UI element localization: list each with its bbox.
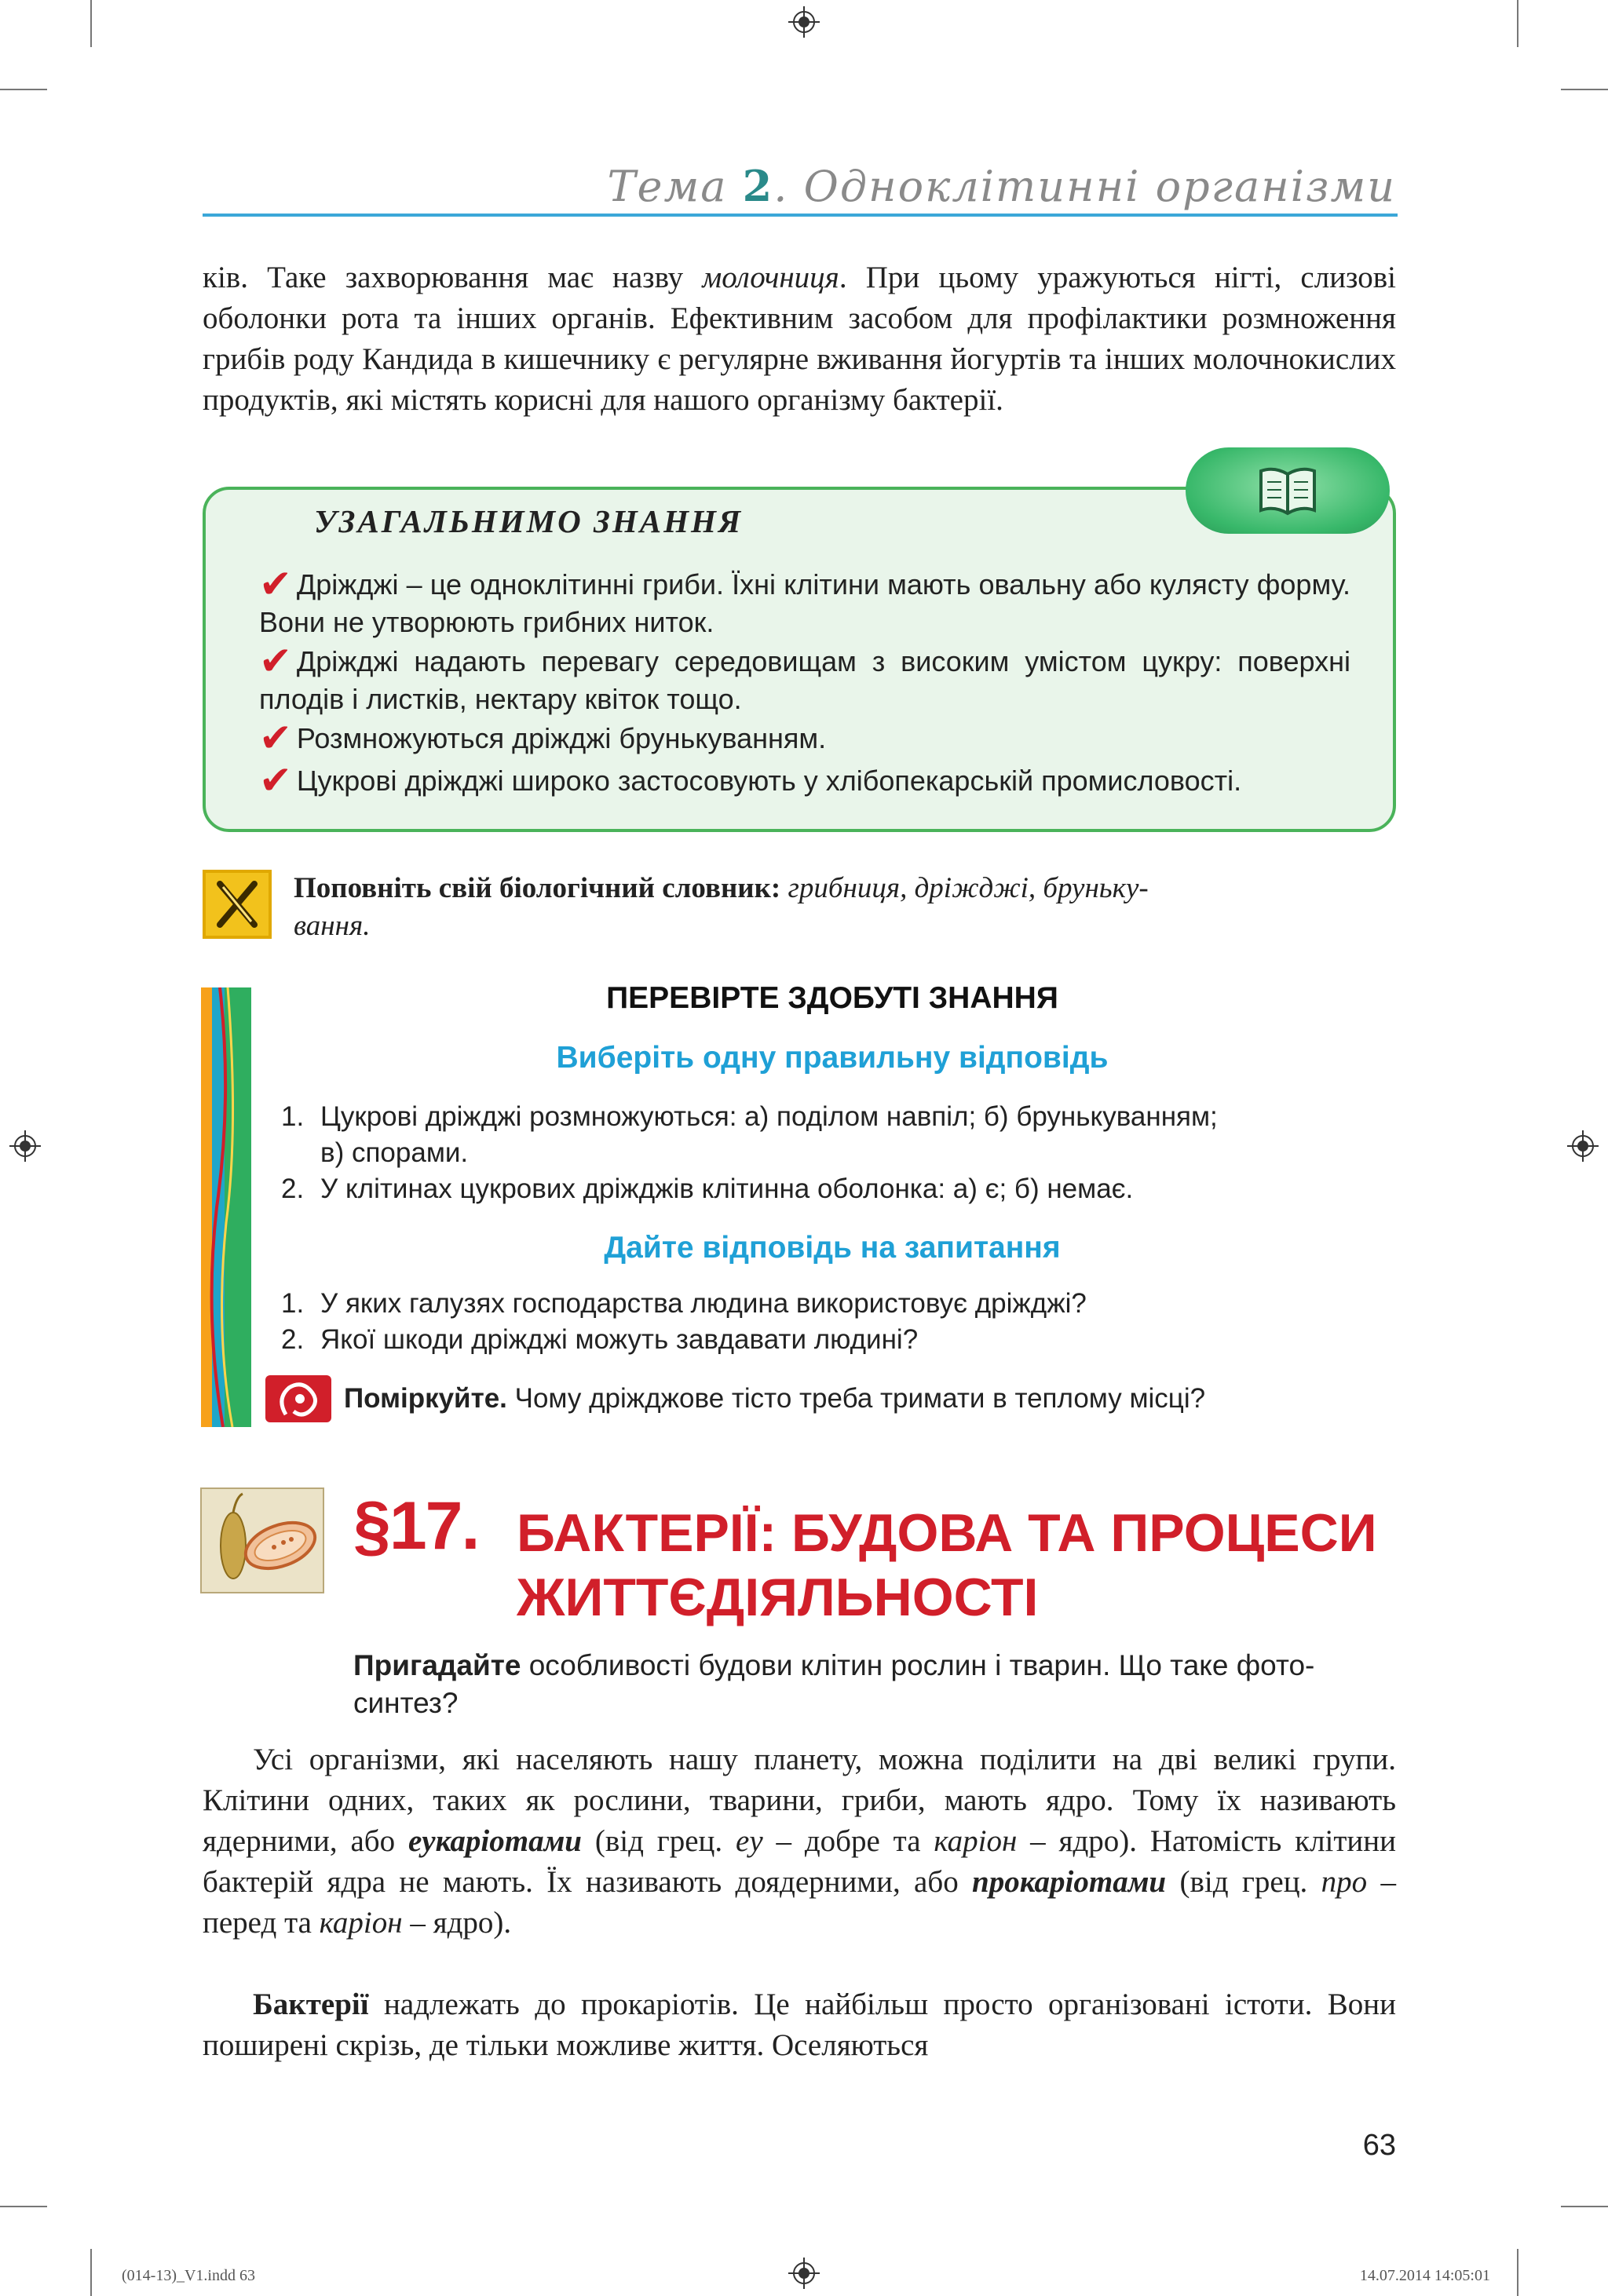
summary-item: ✔ Дріжджі надають перевагу середовищам з високим умістом цукру: поверхні плодів і листків, нектару квіток тощо. [259,639,1350,715]
dictionary-icon [203,870,272,939]
main-paragraph-1: Усі організми, які населяють нашу планету, можна поділити на дві великі групи. Клітини одних, таких як рослини, тварини, гриби, мають ядро. Тому їх називають ядерними, або еукаріотами (від грец. еу – добре та каріон – ядро). Натомість клітини бактерій ядра не мають. Їх називають доядерними, або прокаріотами (від грец. про – перед та каріон – ядро). [203,1743,1397,1940]
checkmark-icon: ✔ [259,562,292,606]
summary-title: УЗАГАЛЬНИМО ЗНАННЯ [314,503,744,539]
book-badge [1186,447,1390,534]
topic-number: 2 [742,161,774,211]
topic-label: Тема [607,162,728,211]
bacteria-illustration [200,1487,324,1593]
recall-lead: Пригадайте [353,1649,521,1681]
open-book-icon [1186,447,1390,534]
section-ribbon [201,987,251,1427]
choose-item: 1. Цукрові дріжджі розмножуються: а) поділом навпіл; б) брунькуванням; [281,1101,1218,1132]
slug-timestamp: 14.07.2014 14:05:01 [1359,2267,1490,2284]
dictionary-terms-cont: вання. [294,910,371,942]
registration-mark [788,2258,820,2289]
think-text: Чому дріжджове тісто треба тримати в теплому місці? [514,1383,1206,1414]
registration-mark [1567,1130,1599,1162]
recall-line-cont: синтез? [353,1687,459,1719]
dictionary-terms: грибниця, дріжджі, бруньку- [788,872,1149,904]
crop-mark [0,2206,47,2207]
answer-title: Дайте відповідь на запитання [604,1231,1061,1265]
think-line [344,1383,1205,1414]
summary-item: ✔ Розмножуються дріжджі брунькуванням. [259,716,827,760]
answer-item: 1. У яких галузях господарства людина використовує дріжджі? [281,1288,1087,1319]
paragraph-number: §17. [353,1488,479,1564]
crossed-pens-icon [206,873,269,936]
checkmark-icon: ✔ [259,758,292,802]
registration-mark [788,6,820,38]
answer-item: 2. Якої шкоди дріжджі можуть завдавати людині? [281,1324,919,1355]
checkmark-icon: ✔ [259,639,292,683]
crop-mark [90,2249,92,2296]
registration-mark [9,1130,41,1162]
summary-item: ✔ Дріжджі – це одноклітинні гриби. Їхні клітини мають овальну або кулясту форму. Вони не утворюють грибних ниток. [259,562,1350,638]
thinking-head-icon [265,1375,331,1422]
slug-file: (014-13)_V1.indd 63 [122,2267,255,2284]
crop-mark [0,89,47,90]
topic-title: Одноклітинні організми [803,162,1396,211]
page-number: 63 [1362,2129,1396,2162]
think-lead: Поміркуйте. [344,1383,507,1414]
paragraph-title: БАКТЕРІЇ: БУДОВА ТА ПРОЦЕСИ ЖИТТЄДІЯЛЬНОСТІ [517,1503,1377,1627]
intro-paragraph: ків. Таке захворювання має назву молочниця. При цьому уражуються нігті, слизові оболонки рота та інших органів. Ефективним засобом для профілактики розмноження грибів роду Кандида в кишечнику є регулярне вживання йогуртів та інших молочнокислих продуктів, які містять корисні для нашого організму бактерії. [203,261,1396,417]
dictionary-lead: Поповніть свій біологічний словник: [294,872,781,904]
recall-line: Пригадайте особливості будови клітин рослин і тварин. Що таке фото- [353,1649,1315,1681]
header-rule [203,214,1398,217]
choose-item-cont: в) спорами. [320,1137,469,1168]
think-icon [265,1375,331,1422]
checkmark-icon: ✔ [259,716,292,760]
choose-item: 2. У клітинах цукрових дріжджів клітинна оболонка: а) є; б) немає. [281,1174,1134,1204]
crop-mark [1561,2206,1608,2207]
crop-mark [1561,89,1608,90]
crop-mark [1517,2249,1518,2296]
main-paragraph-2: Бактерії надлежать до прокаріотів. Це найбільш просто організовані істоти. Вони поширені скрізь, де тільки можливе життя. Оселяються [203,1988,1396,2062]
crop-mark [1517,0,1518,47]
choose-title: Виберіть одну правильну відповідь [556,1041,1109,1075]
summary-item: ✔ Цукрові дріжджі широко застосовують у хлібопекарській промисловості. [259,758,1242,802]
bacterium-icon [202,1489,323,1592]
check-title: ПЕРЕВІРТЕ ЗДОБУТІ ЗНАННЯ [606,981,1058,1015]
running-header: Тема 2. Одноклітинні організми [607,161,1396,211]
crop-mark [90,0,92,47]
dictionary-line [294,868,1396,909]
